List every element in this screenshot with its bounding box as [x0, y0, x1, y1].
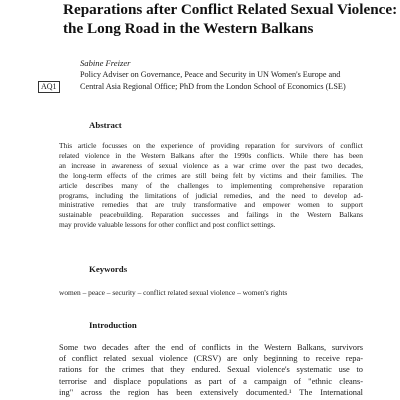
- abstract-line: sustainable peacebuilding. Reparation successes and failings in the Western Balkans: [59, 210, 363, 220]
- article-title-line: Reparations after Conflict Related Sexual Violence:: [63, 1, 398, 18]
- affiliation-line: Policy Adviser on Governance, Peace and Security in UN Women's Europe and: [80, 70, 341, 79]
- introduction-body: [59, 342, 363, 398]
- introduction-line: Some two decades after the end of conflicts in the Western Balkans, survivors: [59, 343, 363, 352]
- keywords-heading: Keywords: [89, 264, 128, 274]
- abstract-line: may provide valuable lessons for other conflict and post conflict settings.: [59, 220, 276, 230]
- introduction-line: ing" across the region has been extensively documented.¹ The International: [59, 387, 363, 397]
- author-query-tag: AQ1: [38, 81, 60, 93]
- abstract-body: [59, 141, 363, 230]
- article-title: [63, 0, 398, 38]
- introduction-line: rations for the crimes that they endured. Sexual violence's systematic use to: [59, 365, 363, 375]
- abstract-line: the long-term effects of the crimes are still being felt by victims and their families. The: [59, 170, 363, 180]
- keywords-list: women – peace – security – conflict related sexual violence – women's rights: [59, 288, 288, 297]
- abstract-line: related violence in the Western Balkans after the 1990s conflicts. While there has been: [59, 150, 363, 160]
- affiliation-line: Central Asia Regional Office; PhD from the London School of Economics (LSE): [80, 81, 346, 91]
- author-affiliation: [80, 69, 380, 92]
- abstract-line: ministrative remedies that are truly transformative and empower women to support: [59, 200, 363, 210]
- abstract-heading: Abstract: [89, 120, 122, 130]
- abstract-line: an increase in awareness of sexual violence as a war crime over the past two decades,: [59, 160, 363, 170]
- article-title-line: the Long Road in the Western Balkans: [63, 20, 314, 37]
- abstract-line: programs, including the limitations of judicial remedies, and the need to develop ad-: [59, 190, 363, 200]
- introduction-line: terrorise and displace populations as part of a campaign of "ethnic cleans-: [59, 376, 363, 386]
- introduction-line: of conflict related sexual violence (CRSV) are only beginning to receive repa-: [59, 354, 363, 364]
- introduction-heading: Introduction: [89, 320, 137, 330]
- author-name: Sabine Freizer: [80, 58, 131, 68]
- abstract-line: This article focusses on the experience of providing reparation for survivors of conflict: [59, 141, 363, 150]
- abstract-line: article describes many of the challenges to implementing comprehensive reparation: [59, 180, 363, 190]
